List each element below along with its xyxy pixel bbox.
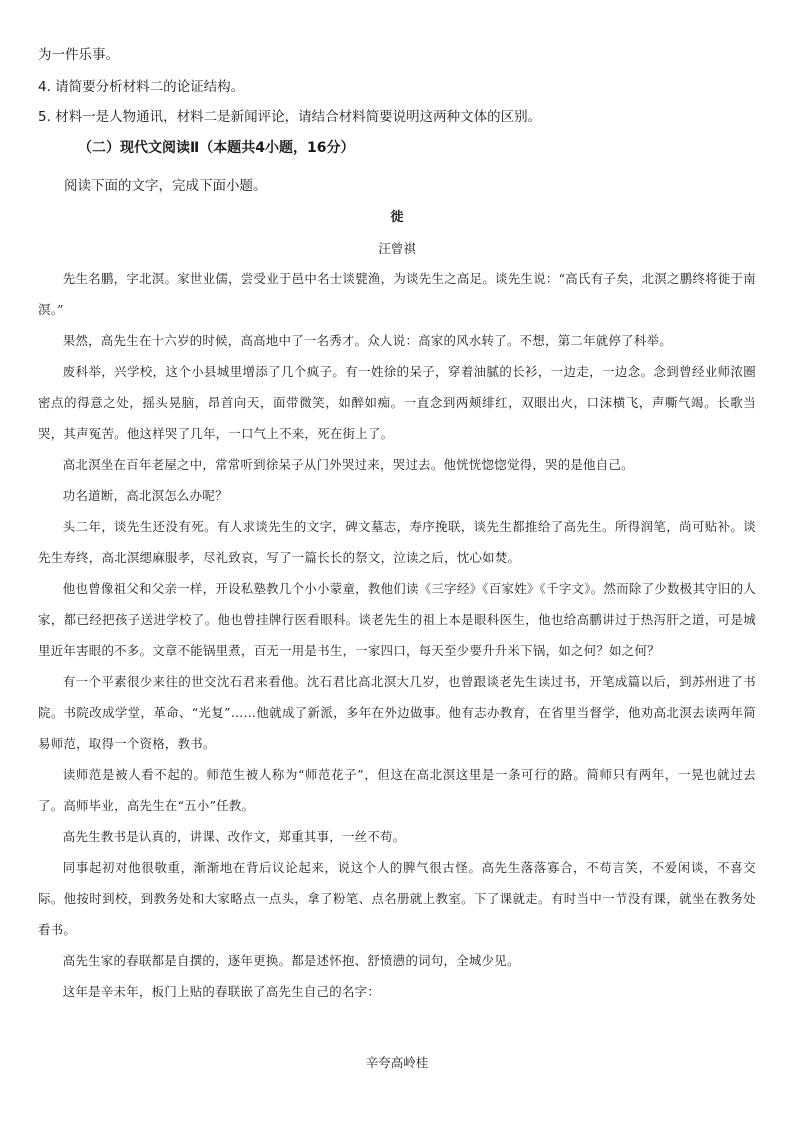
story-author: 汪曾祺 [378,241,416,256]
paragraph-7: 他也曾像祖父和父亲一样，开设私塾教几个小小蒙童，教他们读《三字经》《百家姓》《千字文》。然而除了少数极其守旧的人家，都已经把孩子送进学校了。他也曾挂牌行医看眼科。谈老先生的祖上本是眼科医生，他也给高鹏讲过于热泻肝之道，可是城里近年害眼的不多。文章不能锅里煮，百无一用是书生，一家四口，每天至少要升升米下锅，如之何？如之何？ [38,581,756,658]
story-body [38,263,756,1007]
reading-instruction: 阅读下面的文字，完成下面小题。 [64,178,267,194]
paragraph-1: 先生名鹏，字北溟。家世业儒，尝受业于邑中名士谈甓渔，为谈先生之高足。谈先生说：“高氏有子矣，北溟之鹏终将徙于南溟。” [38,271,756,317]
section-heading: （二）现代文阅读Ⅱ（本题共4小题，16分） [78,140,355,156]
paragraph-9: 读师范是被人看不起的。师范生被人称为“师范花子”，但这在高北溟这里是一条可行的路。简师只有两年，一晃也就过去了。高师毕业，高先生在“五小”任教。 [38,767,756,813]
couplet-line: 辛夸高岭桂 [365,1055,429,1070]
question-5: 5. 材料一是人物通讯，材料二是新闻评论，请结合材料简要说明这两种文体的区别。 [38,109,542,125]
question-4: 4. 请简要分析材料二的论证结构。 [38,79,245,95]
paragraph-11: 同事起初对他很敬重，渐渐地在背后议论起来，说这个人的脾气很古怪。高先生落落寡合，不苟言笑，不爱闲谈，不喜交际。他按时到校，到教务处和大家略点一点头，拿了粉笔、点名册就上教室。下了课就走。有时当中一节没有课，就坐在教务处看书。 [38,860,756,937]
paragraph-4: 高北溟坐在百年老屋之中，常常听到徐呆子从门外哭过来，哭过去。他恍恍惚惚觉得，哭的是他自己。 [62,457,634,472]
paragraph-5: 功名道断，高北溟怎么办呢？ [62,488,228,503]
paragraph-10: 高先生教书是认真的，讲课、改作文，郑重其事，一丝不苟。 [62,829,406,844]
paragraph-13: 这年是辛未年，板门上贴的春联嵌了高先生自己的名字： [62,984,381,999]
story-title: 徙 [390,210,404,225]
paragraph-2: 果然，高先生在十六岁的时候，高高地中了一名秀才。众人说：高家的风水转了。不想，第二年就停了科举。 [62,333,672,348]
paragraph-8: 有一个平素很少来往的世交沈石君来看他。沈石君比高北溟大几岁，也曾跟谈老先生读过书，开笔成篇以后，到苏州进了书院。书院改成学堂，革命、“光复”……他就成了新派，多年在外边做事。他有志办教育，在省里当督学，他劝高北溟去读两年简易师范，取得一个资格，教书。 [38,674,756,751]
paragraph-3: 废科举，兴学校，这个小县城里增添了几个疯子。有一姓徐的呆子，穿着油腻的长衫，一边走，一边念。念到曾经业师浓圈密点的得意之处，摇头晃脑，昂首向天，面带微笑，如醉如痴。一直念到两颊绯红，双眼出火，口沫横飞，声嘶气竭。长歌当哭，其声冤苦。他这样哭了几年，一口气上不来，死在街上了。 [38,364,756,441]
paragraph-12: 高先生家的春联都是自撰的，逐年更换。都是述怀抱、舒愤懑的词句，全城少见。 [62,953,520,968]
continuation-line: 为一件乐事。 [38,47,119,63]
paragraph-6: 头二年，谈先生还没有死。有人求谈先生的文字，碑文墓志，寿序挽联，谈先生都推给了高先生。所得润笔，尚可贴补。谈先生寿终，高北溟缌麻服孝，尽礼致哀，写了一篇长长的祭文，泣读之后，忱心如焚。 [38,519,756,565]
